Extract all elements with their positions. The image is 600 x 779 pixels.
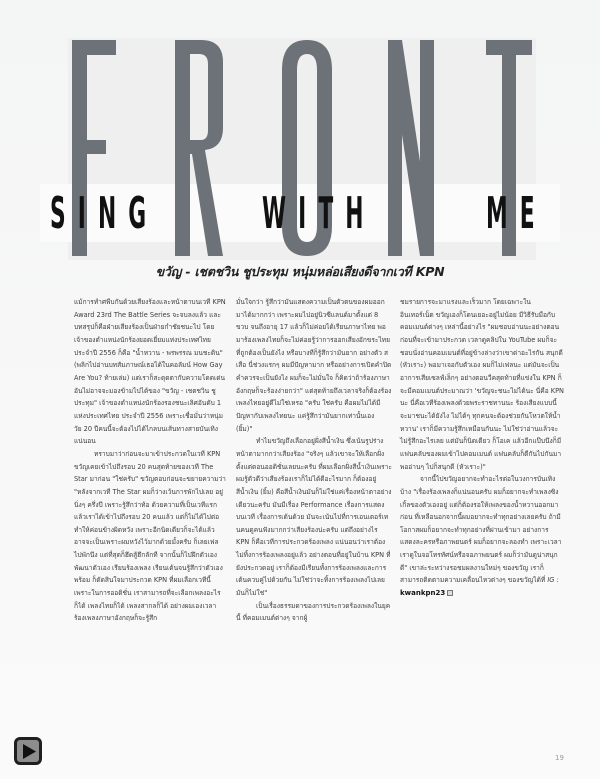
front-letter-t	[486, 40, 532, 256]
front-letter-o	[282, 40, 332, 256]
end-of-article-icon	[447, 590, 453, 596]
paragraph: ทราบมาว่าก่อนจะมาเข้าประกวดในเวที KPN ขวัญเคยเข้าไปถึงรอบ 20 คนสุดท้ายของเวที The Star มาก่อน "ใช่ครับ" ขวัญตอบก่อนจะขยายความว่า "หลังจากเวที The Star ผมก็ว่างเว้นการพักไปเลย อยู่นิ่งๆ ครึ่งปี เพราะรู้สึกว่าท้อ ด้วยความที่เป็นเวทีแรก แล้วเราได้เข้าไปถึงรอบ 20 คนแล้ว แต่ก็ไม่ได้ไปต่อทำให้ค่อนข้างผิดหวัง เพราะอีกนิดเดียวก็จะได้แล้ว อาจจะเป็นเพราะผมหวังไว้มากด้วยมั้งครับ ก็เลยเฟลไปพักนึง แต่ที่สุดก็ฮึดสู้ฮึกลักที จากนั้นก็ไปฝึกตัวเองพัฒนาตัวเอง เรียนร้องเพลง เรียนเต้นจนรู้สึกว่าตัวเองพร้อม ก็ตัดสินใจมาประกวด KPN ที่ผมเลือกเวทีนี้ เพราะในการออดิชั่น เราสามารถที่จะเลือกเพลงอะไรก็ได้ เพลงไทยก็ได้ เพลงสากลก็ได้ อย่างผมเองเวลาร้องเพลงภาษาอังกฤษก็จะรู้สึก	[74, 449, 226, 623]
paragraph: ชมรายการจะมาแรงและเร็วมาก โดยเฉพาะในอินเทอร์เน็ต ขวัญเองก็โดนเยอะอยู่ไม่น้อย มีวิธีรับมือกับคอมเมนต์ต่างๆ เหล่านี้อย่างไร "ผมชอบอ่านนะอย่างตอนก่อนที่จะเข้ามาประกวด เวลาดูคลิปใน YouTube ผมก็จะชอบนั่งอ่านคอมเมนต์ที่อยู่ข้างล่างว่าเขาด่าอะไรกัน สนุกดี (หัวเราะ) พอมาเจอกับตัวเอง ผมก็ไม่เฟลนะ แต่มันจะเป็นอาการเสียเซลฟ์เล็กๆ อย่างตอนวีคสุดท้ายที่แข่งใน KPN ก็จะมีคอมเมนต์ประมาณว่า 'ขวัญจะชนะไม่ได้นะ นี่คือ KPN นะ นี่คือเวทีร้องเพลงด้วยพระราชทานนะ ร้องเสียงแบบนี้จะมาชนะได้ยังไง ไม่ได้ๆ ทุกคนจะต้องช่วยกันโหวตให้น้ำหวาน' เราก็มีความรู้สึกเหมือนกันนะ ไม่ใช่ว่าอ่านแล้วจะไม่รู้สึกอะไรเลย แต่มันก็นิดเดียว ก็โอเค แล้วอีกแป๊บนึงก็มีแฟนคลับของผมเข้าไปคอมเมนต์ แฟนคลับก็ตีกันไปกันมา พออ่านๆ ไปก็สนุกดี (หัวเราะ)"	[400, 298, 564, 471]
article-column-2	[236, 296, 392, 625]
play-icon	[23, 744, 36, 759]
page-number: 19	[555, 754, 564, 762]
article-subtitle: ขวัญ - เชตชวิน ชูประทุม หนุ่มหล่อเสียงดีจากเวที KPN	[155, 264, 445, 279]
front-letter-f	[72, 40, 116, 256]
front-letter-n	[388, 40, 434, 256]
instagram-handle[interactable]: kwankpn23	[400, 589, 446, 598]
instagram-label: IG :	[547, 576, 559, 585]
article-column-1	[74, 296, 226, 625]
article-column-3	[400, 296, 564, 600]
headline-word-with: WITH	[262, 188, 376, 239]
paragraph: ทำไมขวัญถึงเลือกอยู่ฝั่งสีน้ำเงิน ซึ่งเน้นรูปร่างหน้าตามากกว่าเสียงร้อง "จริงๆ แล้วเขาจะให้เลือกฝั่งตั้งแต่ตอนออดิชั่นเลยนะครับ ที่ผมเลือกฝั่งสีน้ำเงินเพราะผมรู้ตัวดีว่าเสียงร้องเราก็ไม่ได้ดีอะไรมาก ก็ต้องอยู่สีน้ำเงิน (ยิ้ม) คือสีน้ำเงินมันก็ไม่ใช่แค่เรื่องหน้าตาอย่างเดียวนะครับ มันมีเรื่อง Performance เรื่องการแสดงบนเวที เรื่องการเต้นด้วย มันจะเน้นไปที่การเอนเตอร์เทนคนดูคนฟังมากกว่าเสียงร้องน่ะครับ แต่ถึงอย่างไร KPN ก็คือเวทีการประกวดร้องเพลง แน่นอนว่าเราต้องไม่ทิ้งการร้องเพลงอยู่แล้ว อย่างตอนที่อยู่ในบ้าน KPN ที่ยังประกวดอยู่ เราก็ต้องมีเรียนทั้งการร้องเพลงและการเต้นควบคู่ไปด้วยกัน ไม่ใช่ว่าจะทิ้งการร้องเพลงไปเลยมันก็ไม่ใช่"	[236, 437, 392, 598]
paragraph: แม้การทำศพีบกันด้วยเสียงร้องและหน้าตาบนเวที KPN Award 23rd The Battle Series จะจบลงแล้ว และบทสรุปก็คือฝ่ายเสียงร้องเป็นฝ่ายกำชัยชนะไป โดยเจ้าของตำแหน่งนักร้องยอดเยี่ยมแห่งประเทศไทย ประจำปี 2556 ก็คือ "น้ำหวาน - พรพรรณ มนชะดิน" (พลิกไปอ่านบทสัมภาษณ์เธอได้ในคอลัมน์ How Gay Are You? ท้ายเล่ม) แต่เราก็สะดุดตากับความโดดเด่นอันไม่อาจจะมองข้ามไปได้ของ "ขวัญ - เชตชวิน ชูประทุม" เจ้าของตำแหน่งนักร้องรองชนะเลิศอันดับ 1 แห่งประเทศไทย ประจำปี 2556 เพราะเชื่อมั่นว่าหนุ่มวัย 20 ปีคนนี้จะต้องไปได้ไกลบนเส้นทางสายบันเทิงแน่นอน	[74, 298, 226, 446]
paragraph-final	[400, 473, 564, 600]
front-letter-r	[175, 40, 223, 256]
paragraph: เป็นเรื่องธรรมดาของการประกวดร้องเพลงในยุคนี้ ที่คอมเมนต์ต่างๆ จากผู้	[236, 601, 391, 623]
headline-word-sing: SING	[50, 188, 159, 239]
paragraph: มั่นใจกว่า รู้สึกว่ามันแสดงความเป็นตัวตนของผมออกมาได้มากกว่า เพราะผมไปอยู่นิวซีแลนด์มาตั้งแต่ 8 ขวบ จนถึงอายุ 17 แล้วก็ไม่ค่อยได้เรียนภาษาไทย พอมาร้องเพลงไทยก็จะไม่ค่อยรู้ว่าการออกเสียงอักขระไทยที่ถูกต้องเป็นยังไง หรือบางทีก็รู้สึกว่ามันยาก อย่างตัว ส เสือ นี่ช่วงแรกๆ ผมมีปัญหามาก หรืออย่างการเปิดคำปิดคำควรจะเป็นยังไง ผมก็จะไม่มั่นใจ ก็คิดว่าถ้าร้องภาษาอังกฤษก็จะร้องง่ายกว่า" แต่สุดท้ายถึงเวลาจริงก็ต้องร้องเพลงไทยอยู่ดีไม่ใช่เหรอ "ครับ ใช่ครับ คือผมไม่ได้มีปัญหากับเพลงไทยนะ แค่รู้สึกว่ามันยากเท่านั้นเอง (ยิ้ม)"	[236, 298, 392, 433]
headline-word-me: ME	[486, 188, 547, 239]
play-button[interactable]	[14, 737, 42, 765]
section-title-front	[70, 40, 532, 256]
paragraph-text: จากนี้ไปขวัญอยากจะทำอะไรต่อในวงการบันเทิงบ้าง "เรื่องร้องเพลงก็แน่นอนครับ ผมก็อยากจะทำเพลงซิงเกิ้ลของตัวเองอยู่ แต่ก็ต้องรอให้เพลงของน้ำหวานออกมาก่อน ที่เหลือนอกจากนี้ผมอยากจะทำทุกอย่างเลยครับ ถ้ามีโอกาสผมก็อยากจะทำทุกอย่างที่ผ่านเข้ามา อย่างการแสดงละครหรือภาพยนตร์ ผมก็อยากจะลองทำ เพราะเวลาเราดูในจอโทรทัศน์หรือจอภาพยนตร์ ผมก็ว่ามันดูน่าสนุกดี" เขาล่ะระหว่างรอชมผลงานใหม่ๆ ของขวัญ เราก็สามารถติดตามความเคลื่อนไหวต่างๆ ของขวัญได้ที่	[400, 475, 562, 585]
